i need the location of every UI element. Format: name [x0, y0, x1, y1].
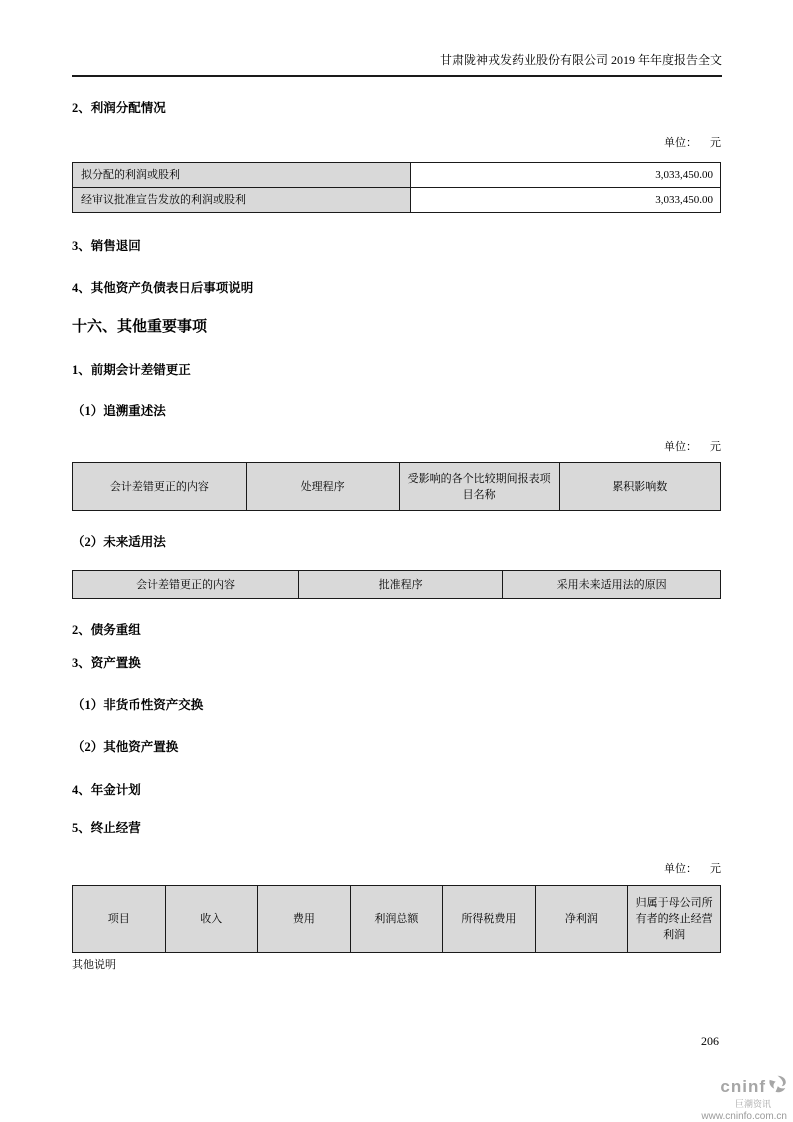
heading-asset-swap: 3、资产置换	[72, 656, 141, 670]
cninfo-logo-text: cninf	[720, 1077, 766, 1096]
heading-sales-return: 3、销售退回	[72, 239, 141, 253]
unit-currency: 元	[710, 441, 721, 453]
column-header: 累积影响数	[559, 463, 720, 511]
table-row	[73, 188, 721, 213]
cninfo-logo-row	[720, 1075, 787, 1098]
column-header: 收入	[165, 886, 258, 953]
heading-debt-restructuring: 2、债务重组	[72, 623, 141, 637]
report-title: 甘肃陇神戎发药业股份有限公司 2019 年年度报告全文	[439, 53, 722, 67]
unit-note	[72, 440, 721, 455]
retrospective-restatement-table	[72, 462, 721, 511]
heading-other-notes: 其他说明	[72, 959, 116, 971]
cninfo-logo-caption: 巨潮资讯	[734, 1099, 771, 1109]
column-header: 采用未来适用法的原因	[503, 571, 721, 599]
column-header: 处理程序	[246, 463, 399, 511]
heading-annuity-plan: 4、年金计划	[72, 783, 141, 797]
unit-label: 单位：	[664, 137, 697, 149]
row-label: 经审议批准宣告发放的利润或股利	[73, 188, 411, 213]
column-header: 费用	[258, 886, 351, 953]
discontinued-operations-table	[72, 885, 721, 953]
column-header: 会计差错更正的内容	[73, 571, 299, 599]
cninfo-logo	[701, 1075, 787, 1122]
table-header-row	[73, 571, 721, 599]
heading-profit-distribution: 2、利润分配情况	[72, 101, 166, 115]
profit-distribution-table	[72, 162, 721, 213]
row-value: 3,033,450.00	[410, 188, 720, 213]
column-header: 批准程序	[299, 571, 503, 599]
unit-label: 单位：	[664, 863, 697, 875]
unit-note	[72, 136, 721, 151]
column-header: 利润总额	[350, 886, 443, 953]
prospective-application-table	[72, 570, 721, 599]
table-header-row	[73, 886, 721, 953]
unit-currency: 元	[710, 863, 721, 875]
table-row	[73, 163, 721, 188]
unit-label: 单位：	[664, 441, 697, 453]
cninfo-pinwheel-icon	[768, 1075, 787, 1098]
heading-other-asset-swap: （2）其他资产置换	[72, 740, 179, 754]
unit-note	[72, 862, 721, 877]
row-value: 3,033,450.00	[410, 163, 720, 188]
heading-prospective-application: （2）未来适用法	[72, 535, 166, 549]
heading-retrospective-restatement: （1）追溯重述法	[72, 404, 166, 418]
column-header: 会计差错更正的内容	[73, 463, 247, 511]
heading-discontinued-operations: 5、终止经营	[72, 821, 141, 835]
page-number: 206	[701, 1034, 719, 1048]
page-header	[72, 52, 722, 77]
heading-non-monetary-exchange: （1）非货币性资产交换	[72, 698, 204, 712]
cninfo-logo-url: www.cninfo.com.cn	[701, 1111, 787, 1122]
column-header: 所得税费用	[443, 886, 536, 953]
page-content	[72, 76, 721, 973]
heading-post-balance-sheet-events: 4、其他资产负债表日后事项说明	[72, 281, 254, 295]
heading-other-important-matters: 十六、其他重要事项	[72, 319, 208, 335]
table-header-row	[73, 463, 721, 511]
row-label: 拟分配的利润或股利	[73, 163, 411, 188]
column-header: 净利润	[535, 886, 628, 953]
column-header: 项目	[73, 886, 166, 953]
unit-currency: 元	[710, 137, 721, 149]
heading-prior-error-correction: 1、前期会计差错更正	[72, 363, 191, 377]
column-header: 归属于母公司所有者的终止经营利润	[628, 886, 721, 953]
column-header: 受影响的各个比较期间报表项目名称	[399, 463, 559, 511]
